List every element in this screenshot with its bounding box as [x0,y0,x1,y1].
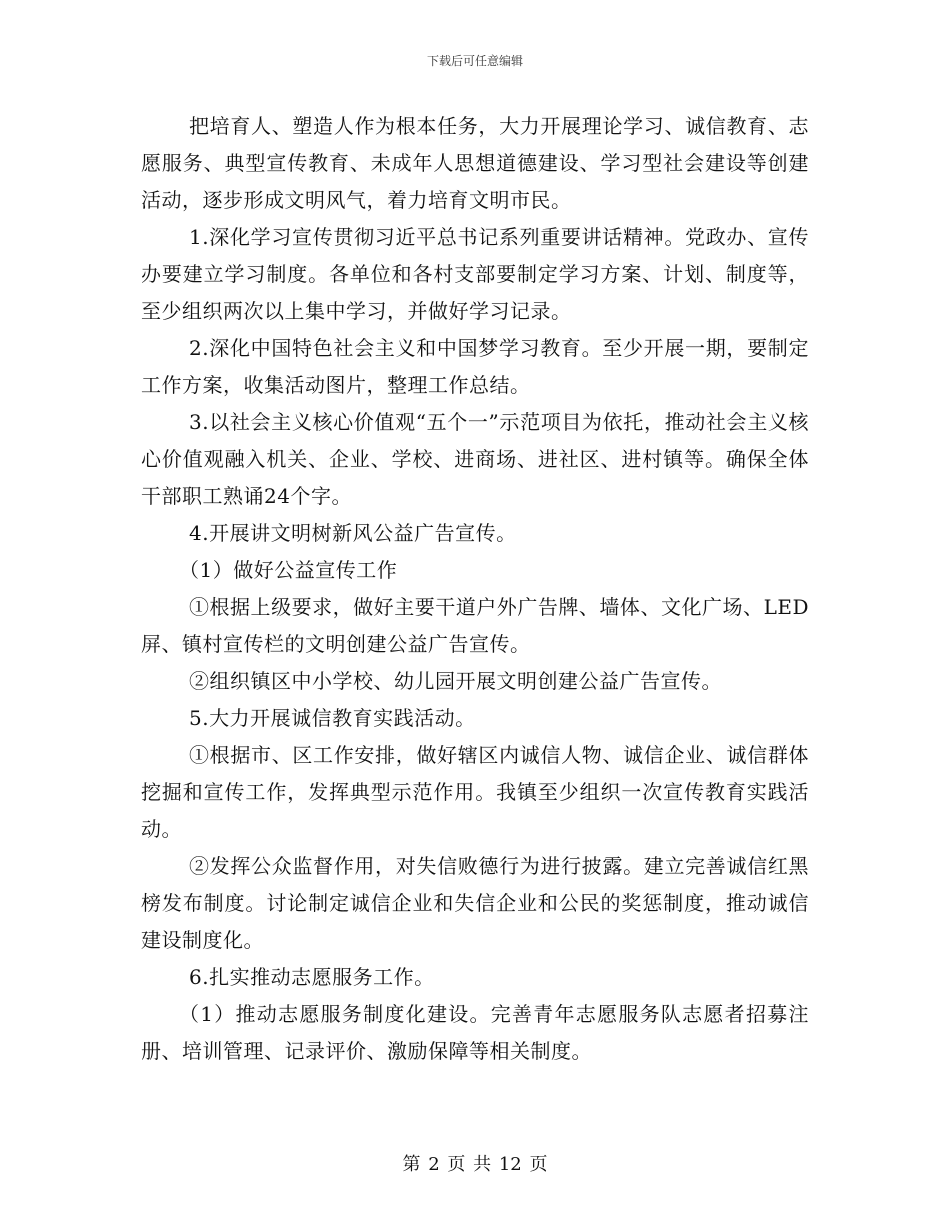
item-5-point-1: ①根据市、区工作安排，做好辖区内诚信人物、诚信企业、诚信群体挖掘和宣传工作，发挥典型示范作用。我镇至少组织一次宣传教育实践活动。 [141,743,809,841]
item-5-heading: 5.大力开展诚信教育实践活动。 [189,706,476,730]
page-number-footer: 第 2 页 共 12 页 [402,1154,548,1175]
intro-paragraph: 把培育人、塑造人作为根本任务，大力开展理论学习、诚信教育、志愿服务、典型宣传教育、未成年人思想道德建设、学习型社会建设等创建活动，逐步形成文明风气，着力培育文明市民。 [141,114,809,212]
page-header-note: 下载后可任意编辑 [426,54,523,68]
item-4-sub-1-heading: （1）做好公益宣传工作 [179,558,398,582]
item-2-paragraph: 2.深化中国特色社会主义和中国梦学习教育。至少开展一期，要制定工作方案，收集活动图片，整理工作总结。 [141,336,809,397]
item-6-sub-1-paragraph: （1）推动志愿服务制度化建设。完善青年志愿服务队志愿者招募注册、培训管理、记录评价、激励保障等相关制度。 [141,1002,809,1063]
document-body [141,108,809,1070]
item-4-point-2: ②组织镇区中小学校、幼儿园开展文明创建公益广告宣传。 [189,669,722,693]
item-6-heading: 6.扎实推动志愿服务工作。 [189,965,435,989]
item-1-paragraph: 1.深化学习宣传贯彻习近平总书记系列重要讲话精神。党政办、宣传办要建立学习制度。各单位和各村支部要制定学习方案、计划、制度等，至少组织两次以上集中学习，并做好学习记录。 [141,225,809,323]
item-5-point-2: ②发挥公众监督作用，对失信败德行为进行披露。建立完善诚信红黑榜发布制度。讨论制定诚信企业和失信企业和公民的奖惩制度，推动诚信建设制度化。 [141,854,809,952]
item-3-paragraph: 3.以社会主义核心价值观“五个一”示范项目为依托，推动社会主义核心价值观融入机关、企业、学校、进商场、进社区、进村镇等。确保全体干部职工熟诵24个字。 [141,410,809,508]
item-4-point-1: ①根据上级要求，做好主要干道户外广告牌、墙体、文化广场、LED屏、镇村宣传栏的文明创建公益广告宣传。 [141,595,809,656]
item-4-heading: 4.开展讲文明树新风公益广告宣传。 [189,521,517,545]
